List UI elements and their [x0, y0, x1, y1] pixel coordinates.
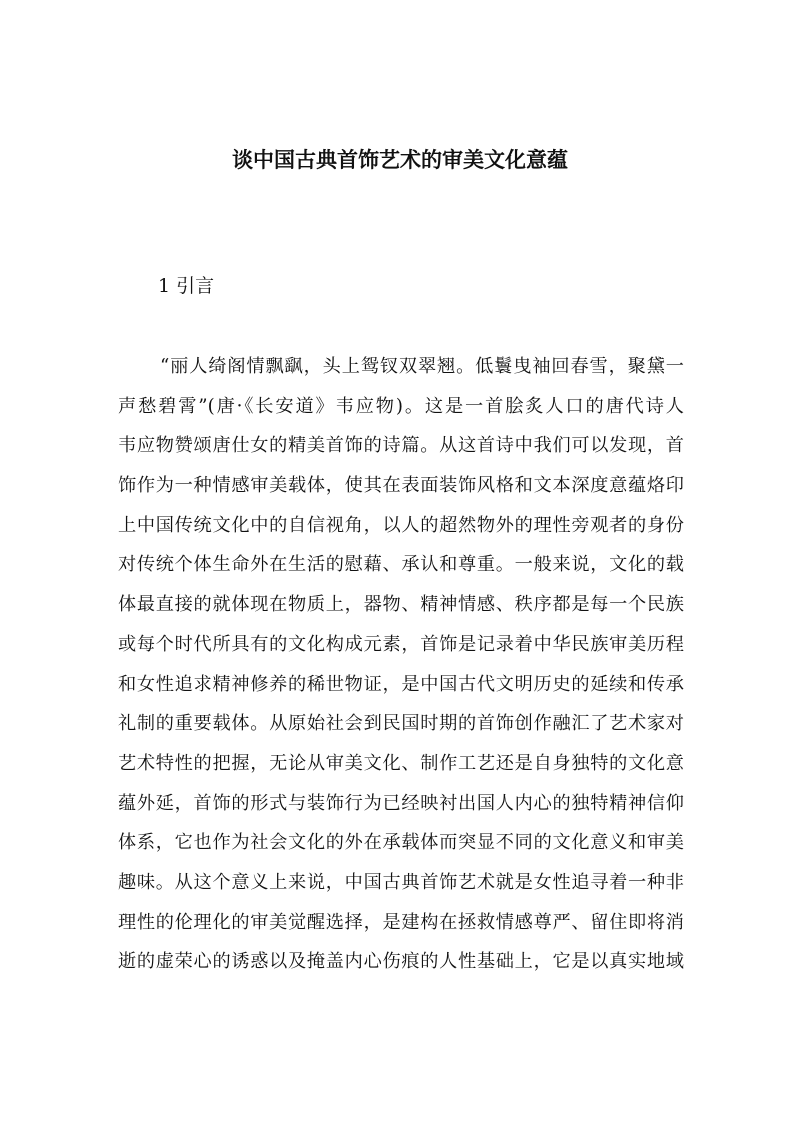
paragraph-line: 礼制的重要载体。从原始社会到民国时期的首饰创作融汇了艺术家对 — [118, 713, 684, 735]
paragraph-line: 上中国传统文化中的自信视角，以人的超然物外的理性旁观者的身份 — [118, 514, 684, 536]
paragraph-line: 理性的伦理化的审美觉醒选择，是建构在拯救情感尊严、留住即将消 — [118, 911, 684, 933]
paragraph-line: 和女性追求精神修养的稀世物证，是中国古代文明历史的延续和传承 — [118, 673, 684, 695]
paragraph-line: 韦应物赞颂唐仕女的精美首饰的诗篇。从这首诗中我们可以发现，首 — [118, 435, 684, 457]
paragraph-line: 对传统个体生命外在生活的慰藉、承认和尊重。一般来说，文化的载 — [118, 554, 684, 576]
paragraph-line: 蕴外延，首饰的形式与装饰行为已经映衬出国人内心的独特精神信仰 — [118, 792, 684, 814]
paragraph-line: 饰作为一种情感审美载体，使其在表面装饰风格和文本深度意蕴烙印 — [118, 475, 684, 497]
document-title: 谈中国古典首饰艺术的审美文化意蕴 — [232, 147, 568, 172]
paragraph-line: 声愁碧霄”(唐·《长安道》韦应物)。这是一首脍炙人口的唐代诗人 — [118, 395, 684, 417]
paragraph-line: “丽人绮阁情飘飖，头上鸳钗双翠翘。低鬟曳袖回春雪，聚黛一 — [160, 356, 684, 377]
paragraph-line: 体最直接的就体现在物质上，器物、精神情感、秩序都是每一个民族 — [118, 594, 684, 616]
body-paragraph — [118, 352, 684, 987]
paragraph-line: 体系，它也作为社会文化的外在承载体而突显不同的文化意义和审美 — [118, 832, 684, 854]
paragraph-line: 趣味。从这个意义上来说，中国古典首饰艺术就是女性追寻着一种非 — [118, 871, 684, 893]
paragraph-line: 艺术特性的把握，无论从审美文化、制作工艺还是自身独特的文化意 — [118, 752, 684, 774]
section-heading-introduction: 1 引言 — [158, 275, 215, 297]
paragraph-line: 或每个时代所具有的文化构成元素，首饰是记录着中华民族审美历程 — [118, 633, 684, 655]
paragraph-line: 逝的虚荣心的诱惑以及掩盖内心伤痕的人性基础上，它是以真实地域 — [118, 951, 684, 973]
